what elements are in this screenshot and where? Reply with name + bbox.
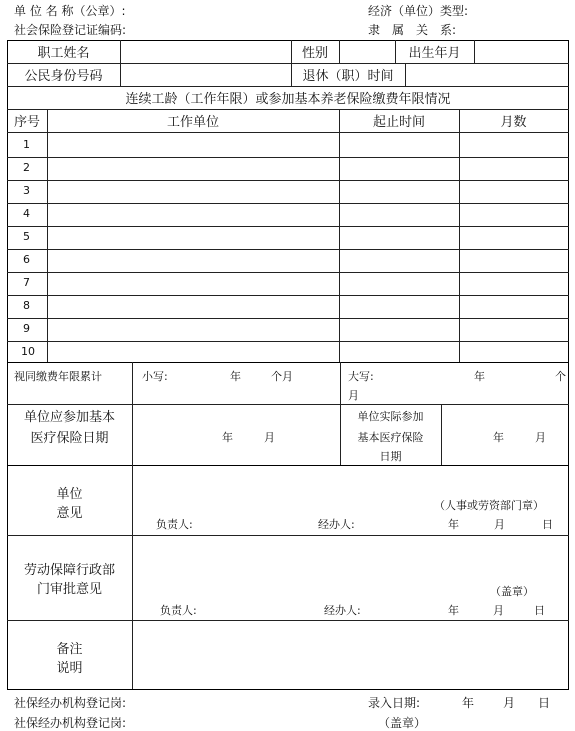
labor-opinion-field[interactable] — [134, 537, 566, 577]
entry-month: 月 — [503, 696, 516, 710]
entry-year: 年 — [462, 696, 475, 710]
table-row-seq: 8 — [23, 299, 30, 312]
col-period-header: 起止时间 — [372, 115, 425, 130]
medical-actual-label-1: 单位实际参加 — [357, 410, 424, 423]
medical-actual-label-2: 基本医疗保险 — [357, 431, 424, 444]
labor-opinion-label-2: 门审批意见 — [36, 582, 102, 597]
labor-opinion-year: 年 — [448, 604, 459, 617]
medical-should-label-2: 医疗保险日期 — [30, 431, 109, 446]
cumulative-year: 年 — [230, 370, 241, 383]
unit-name-label: 单 位 名 称（公章）: — [14, 4, 126, 18]
labor-opinion-day: 日 — [534, 604, 545, 617]
entry-date-label: 录入日期: — [368, 696, 421, 710]
table-row-seq: 7 — [23, 276, 30, 289]
col-workplace-header: 工作单位 — [166, 115, 219, 130]
id-number-field[interactable] — [122, 65, 289, 85]
workplace-cells[interactable] — [49, 134, 337, 360]
labor-opinion-handler: 经办人: — [324, 604, 361, 617]
months-cells[interactable] — [461, 134, 566, 360]
employee-name-label: 职工姓名 — [37, 46, 90, 61]
remarks-label-2: 说明 — [56, 661, 83, 676]
unit-opinion-month: 月 — [494, 518, 505, 531]
unit-opinion-label-1: 单位 — [56, 487, 83, 502]
medical-actual-month: 月 — [535, 431, 546, 444]
id-number-label: 公民身份号码 — [24, 69, 103, 84]
medical-actual-year: 年 — [493, 431, 504, 444]
remarks-label-1: 备注 — [56, 642, 83, 657]
unit-opinion-day: 日 — [542, 518, 553, 531]
registrar-label-2: 社保经办机构登记岗: — [14, 716, 127, 730]
cumulative-ge: 个 — [555, 370, 566, 383]
unit-opinion-handler: 经办人: — [318, 518, 355, 531]
labor-opinion-month: 月 — [493, 604, 504, 617]
footer-stamp: （盖章） — [378, 716, 427, 730]
gender-field[interactable] — [341, 42, 393, 62]
cumulative-year-2: 年 — [474, 370, 485, 383]
cumulative-yue: 月 — [348, 389, 359, 402]
affiliation-label: 隶 属 关 系: — [368, 23, 457, 37]
medical-should-month: 月 — [264, 431, 275, 444]
col-seq-header: 序号 — [13, 115, 40, 130]
period-cells[interactable] — [341, 134, 457, 360]
table-row-seq: 5 — [23, 230, 30, 243]
social-insurance-code-label: 社会保险登记证编码: — [14, 23, 127, 37]
lower-case-label: 小写: — [142, 370, 168, 383]
table-row-seq: 9 — [23, 322, 30, 335]
retirement-time-label: 退休（职）时间 — [302, 69, 394, 84]
table-row-seq: 3 — [23, 184, 30, 197]
gender-label: 性别 — [301, 46, 328, 61]
unit-opinion-leader: 负责人: — [156, 518, 193, 531]
table-row-seq: 6 — [23, 253, 30, 266]
retirement-time-field[interactable] — [407, 65, 566, 85]
table-row-seq: 2 — [23, 161, 30, 174]
unit-opinion-stamp-note: （人事或劳资部门章） — [434, 499, 544, 512]
medical-should-year: 年 — [222, 431, 233, 444]
unit-opinion-field[interactable] — [134, 467, 566, 497]
upper-case-label: 大写: — [348, 370, 374, 383]
cumulative-months-unit: 个月 — [271, 370, 293, 383]
medical-should-label-1: 单位应参加基本 — [23, 410, 115, 425]
unit-opinion-year: 年 — [448, 518, 459, 531]
labor-opinion-leader: 负责人: — [160, 604, 197, 617]
birth-date-label: 出生年月 — [408, 46, 461, 61]
medical-actual-label-3: 日期 — [379, 450, 402, 463]
table-row-seq: 10 — [21, 345, 35, 358]
labor-opinion-stamp-note: （盖章） — [490, 585, 534, 598]
remarks-field[interactable] — [134, 622, 566, 688]
birth-date-field[interactable] — [476, 42, 566, 62]
economic-type-label: 经济（单位）类型: — [368, 4, 469, 18]
cumulative-label: 视同缴费年限累计 — [14, 370, 102, 383]
unit-opinion-label-2: 意见 — [56, 506, 83, 521]
entry-day: 日 — [538, 696, 551, 710]
col-months-header: 月数 — [500, 115, 527, 130]
labor-opinion-label-1: 劳动保障行政部 — [23, 563, 115, 578]
table-row-seq: 1 — [23, 138, 30, 151]
registrar-label-1: 社保经办机构登记岗: — [14, 696, 127, 710]
employee-name-field[interactable] — [122, 42, 289, 62]
table-row-seq: 4 — [23, 207, 30, 220]
section-title: 连续工龄（工作年限）或参加基本养老保险缴费年限情况 — [125, 92, 451, 107]
